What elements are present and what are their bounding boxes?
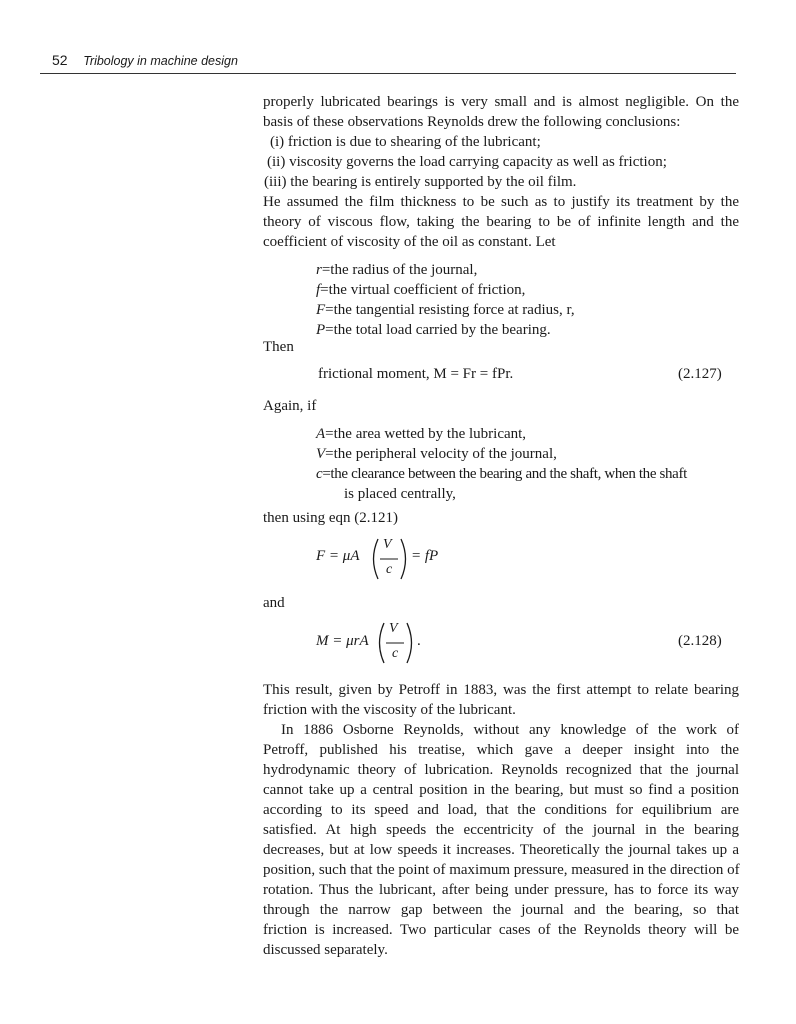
definition-list-1 [316,260,575,340]
text-line: satisfied. At high speeds the eccentricity of the journal in the bearing [263,822,739,838]
fraction-denominator: c [386,562,393,577]
text-line: rotation. Thus the lubricant, after being under pressure, has to force its way [263,882,739,898]
paragraph-petroff [263,680,739,720]
text-line: theory of viscous flow, taking the bearing to be of infinite length and the [263,214,739,230]
header-rule [40,73,736,74]
symbol: c [316,466,323,482]
definition-item: V=the peripheral velocity of the journal, [316,446,557,462]
definition-item: r=the radius of the journal, [316,262,478,278]
text-line: through the narrow gap between the journal and the bearing, so that [263,902,739,918]
paragraph-assumption [263,192,739,252]
symbol: F [316,302,326,318]
symbol: f [316,282,321,298]
definition-item: c=the clearance between the bearing and the shaft, when the shaft [316,466,687,482]
text-line: friction with the viscosity of the lubricant. [263,702,516,718]
text-line: friction is increased. Two particular cases of the Reynolds theory will be [263,922,739,938]
right-paren [405,622,417,664]
then-label: Then [263,339,294,355]
text-line: properly lubricated bearings is very small and is almost negligible. On the [263,94,739,110]
symbol: V [316,446,326,462]
then-using-label: then using eqn (2.121) [263,510,398,526]
equation-lhs: F = μA [316,548,360,564]
equation-lhs: M = μrA [316,633,369,649]
list-item: (iii) the bearing is entirely supported by the oil film. [264,174,577,190]
definition-item: F=the tangential resisting force at radius, r, [316,302,575,318]
text-line: position, such that the point of maximum pressure, measured in the direction of [263,862,740,878]
fraction-denominator: c [392,646,399,661]
paragraph-reynolds [263,720,739,960]
left-paren [368,538,380,580]
definition-item: is placed centrally, [344,486,456,502]
list-item: (ii) viscosity governs the load carrying capacity as well as friction; [267,154,667,170]
text-line: discussed separately. [263,942,388,958]
equation-2-127: frictional moment, M = Fr = fPr. [318,366,514,382]
fraction-bar [386,642,406,644]
again-if-label: Again, if [263,398,317,414]
equation-number: (2.128) [678,633,722,649]
list-item: (i) friction is due to shearing of the lubricant; [270,134,541,150]
definition-list-2 [316,424,687,504]
definition-item: P=the total load carried by the bearing. [316,322,551,338]
text-line: cannot take up a central position in the bearing, but must so find a position [263,782,739,798]
text-line: He assumed the film thickness to be such as to justify its treatment by the [263,194,739,210]
right-paren [399,538,411,580]
definition-item: A=the area wetted by the lubricant, [316,426,527,442]
text-line: In 1886 Osborne Reynolds, without any knowledge of the work of [281,722,739,738]
text-line: decreases, but at low speeds it increases. Theoretically the journal takes up a [263,842,739,858]
equation-number: (2.127) [678,366,722,382]
and-label: and [263,595,285,611]
conclusions-list [264,132,746,192]
text-line: This result, given by Petroff in 1883, was the first attempt to relate bearing [263,682,739,698]
running-title: Tribology in machine design [83,54,238,68]
fraction-numerator: V [383,537,392,552]
text-line: hydrodynamic theory of lubrication. Reynolds recognized that the journal [263,762,739,778]
symbol: A [316,426,326,442]
symbol: r [316,262,322,278]
running-header [52,52,238,68]
text-line: coefficient of viscosity of the oil as constant. Let [263,234,556,250]
symbol: P [316,322,326,338]
equation-rhs: = fP [411,548,439,564]
text-line: Petroff, published his treatise, which gave a deeper insight into the [263,742,739,758]
text-line: according to its speed and load, that the conditions for equilibrium are [263,802,739,818]
text-line: basis of these observations Reynolds drew the following conclusions: [263,114,681,130]
left-paren [374,622,386,664]
definition-item: f=the virtual coefficient of friction, [316,282,526,298]
fraction-numerator: V [389,621,398,636]
page-number: 52 [52,52,68,68]
equation-tail: . [417,633,421,649]
fraction-bar [380,558,400,560]
paragraph-intro [263,92,739,132]
